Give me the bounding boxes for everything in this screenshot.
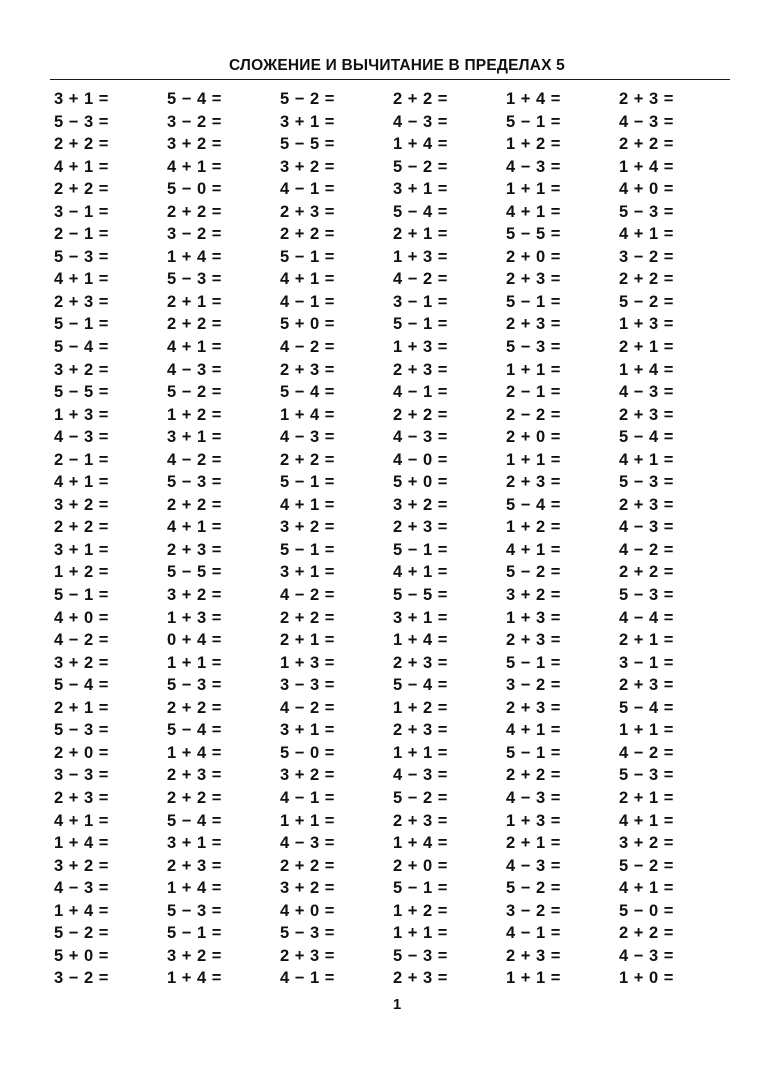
- arithmetic-problem: 3 + 1 =: [280, 112, 335, 131]
- arithmetic-problem: 5 − 2 =: [167, 383, 222, 402]
- arithmetic-problem: 2 + 1 =: [506, 834, 561, 853]
- arithmetic-problem: 5 − 2 =: [506, 879, 561, 898]
- arithmetic-problem: 3 + 2 =: [167, 946, 222, 965]
- arithmetic-problem: 1 + 4 =: [393, 135, 448, 154]
- arithmetic-problem: 3 + 1 =: [167, 834, 222, 853]
- arithmetic-problem: 5 − 1 =: [506, 653, 561, 672]
- arithmetic-problem: 4 − 1 =: [280, 788, 335, 807]
- arithmetic-problem: 2 + 2 =: [280, 856, 335, 875]
- arithmetic-problem: 4 − 3 =: [54, 428, 109, 447]
- arithmetic-problem: 2 − 2 =: [506, 405, 561, 424]
- arithmetic-problem: 1 + 3 =: [393, 247, 448, 266]
- arithmetic-problem: 2 + 2 =: [280, 450, 335, 469]
- arithmetic-problem: 4 − 3 =: [280, 428, 335, 447]
- arithmetic-problem: 5 − 3 =: [619, 473, 674, 492]
- arithmetic-problem: 5 − 1 =: [393, 879, 448, 898]
- arithmetic-problem: 5 − 4 =: [167, 90, 222, 108]
- arithmetic-problem: 5 − 0 =: [167, 180, 222, 199]
- arithmetic-problem: 1 + 1 =: [393, 924, 448, 943]
- arithmetic-problem: 4 − 3 =: [619, 383, 674, 402]
- arithmetic-problem: 3 + 2 =: [54, 653, 109, 672]
- problem-grid: [54, 88, 714, 990]
- arithmetic-problem: 4 + 1 =: [619, 450, 674, 469]
- arithmetic-problem: 2 + 3 =: [393, 969, 448, 988]
- arithmetic-problem: 2 + 3 =: [167, 856, 222, 875]
- arithmetic-problem: 1 + 3 =: [393, 338, 448, 357]
- arithmetic-problem: 5 − 4 =: [393, 202, 448, 221]
- arithmetic-problem: 4 + 1 =: [280, 495, 335, 514]
- arithmetic-problem: 5 − 4 =: [619, 428, 674, 447]
- arithmetic-problem: 4 + 1 =: [619, 811, 674, 830]
- arithmetic-problem: 4 − 3 =: [393, 428, 448, 447]
- arithmetic-problem: 2 + 2 =: [280, 608, 335, 627]
- arithmetic-problem: 2 + 2 =: [167, 495, 222, 514]
- arithmetic-problem: 3 + 2 =: [54, 856, 109, 875]
- arithmetic-problem: 5 − 4 =: [167, 811, 222, 830]
- arithmetic-problem: 3 + 1 =: [280, 563, 335, 582]
- arithmetic-problem: 4 − 3 =: [506, 856, 561, 875]
- arithmetic-problem: 4 + 1 =: [167, 338, 222, 357]
- arithmetic-problem: 2 + 2 =: [280, 225, 335, 244]
- arithmetic-problem: 4 − 3 =: [506, 157, 561, 176]
- arithmetic-problem: 1 + 3 =: [54, 405, 109, 424]
- arithmetic-problem: 2 + 3 =: [619, 405, 674, 424]
- arithmetic-problem: 4 − 1 =: [393, 383, 448, 402]
- arithmetic-problem: 5 − 4 =: [280, 383, 335, 402]
- arithmetic-problem: 1 + 3 =: [506, 608, 561, 627]
- arithmetic-problem: 3 − 1 =: [393, 292, 448, 311]
- arithmetic-problem: 2 + 2 =: [54, 518, 109, 537]
- arithmetic-problem: 4 + 1 =: [619, 225, 674, 244]
- arithmetic-problem: 4 − 3 =: [506, 788, 561, 807]
- arithmetic-problem: 4 − 4 =: [619, 608, 674, 627]
- arithmetic-problem: 5 − 2 =: [619, 856, 674, 875]
- arithmetic-problem: 5 − 4 =: [54, 676, 109, 695]
- arithmetic-problem: 5 − 0 =: [619, 901, 674, 920]
- arithmetic-problem: 2 + 3 =: [280, 360, 335, 379]
- arithmetic-problem: 5 − 3 =: [619, 586, 674, 605]
- arithmetic-problem: 3 + 2 =: [167, 135, 222, 154]
- arithmetic-problem: 2 + 2 =: [167, 315, 222, 334]
- arithmetic-problem: 2 + 3 =: [506, 631, 561, 650]
- arithmetic-problem: 2 + 3 =: [506, 946, 561, 965]
- page-number: 1: [392, 996, 402, 1013]
- arithmetic-problem: 4 + 1 =: [506, 721, 561, 740]
- arithmetic-problem: 2 − 1 =: [54, 450, 109, 469]
- arithmetic-problem: 2 + 3 =: [167, 766, 222, 785]
- arithmetic-problem: 2 − 1 =: [506, 383, 561, 402]
- arithmetic-problem: 2 + 3 =: [393, 721, 448, 740]
- arithmetic-problem: 1 + 3 =: [167, 608, 222, 627]
- arithmetic-problem: 5 − 0 =: [280, 743, 335, 762]
- arithmetic-problem: 4 − 2 =: [619, 540, 674, 559]
- arithmetic-problem: 2 + 3 =: [280, 946, 335, 965]
- arithmetic-problem: 2 + 2 =: [619, 924, 674, 943]
- arithmetic-problem: 5 − 5 =: [280, 135, 335, 154]
- arithmetic-problem: 5 − 4 =: [619, 698, 674, 717]
- arithmetic-problem: 5 − 2 =: [619, 292, 674, 311]
- arithmetic-problem: 5 − 1 =: [167, 924, 222, 943]
- arithmetic-problem: 2 + 1 =: [167, 292, 222, 311]
- arithmetic-problem: 0 + 4 =: [167, 631, 222, 650]
- arithmetic-problem: 1 + 4 =: [506, 90, 561, 108]
- arithmetic-problem: 2 − 1 =: [54, 225, 109, 244]
- arithmetic-problem: 4 + 1 =: [506, 540, 561, 559]
- arithmetic-problem: 2 + 2 =: [393, 90, 448, 108]
- arithmetic-problem: 4 + 1 =: [167, 518, 222, 537]
- arithmetic-problem: 3 + 2 =: [167, 586, 222, 605]
- arithmetic-problem: 3 + 2 =: [280, 157, 335, 176]
- arithmetic-problem: 5 − 1 =: [393, 315, 448, 334]
- arithmetic-problem: 3 + 1 =: [393, 608, 448, 627]
- arithmetic-problem: 5 − 3 =: [619, 766, 674, 785]
- arithmetic-problem: 3 + 2 =: [506, 586, 561, 605]
- arithmetic-problem: 5 − 3 =: [506, 338, 561, 357]
- arithmetic-problem: 1 + 1 =: [506, 450, 561, 469]
- arithmetic-problem: 2 + 2 =: [167, 788, 222, 807]
- arithmetic-problem: 4 − 2 =: [619, 743, 674, 762]
- arithmetic-problem: 2 + 2 =: [619, 270, 674, 289]
- arithmetic-problem: 3 + 1 =: [54, 540, 109, 559]
- arithmetic-problem: 4 − 2 =: [280, 338, 335, 357]
- arithmetic-problem: 3 + 2 =: [54, 495, 109, 514]
- arithmetic-problem: 5 − 2 =: [393, 788, 448, 807]
- arithmetic-problem: 1 + 4 =: [167, 969, 222, 988]
- arithmetic-problem: 4 + 1 =: [280, 270, 335, 289]
- page-title: СЛОЖЕНИЕ И ВЫЧИТАНИЕ В ПРЕДЕЛАХ 5: [228, 57, 565, 74]
- arithmetic-problem: 2 + 1 =: [619, 788, 674, 807]
- arithmetic-problem: 3 − 1 =: [619, 653, 674, 672]
- arithmetic-problem: 1 + 2 =: [506, 135, 561, 154]
- arithmetic-problem: 1 + 4 =: [619, 360, 674, 379]
- arithmetic-problem: 3 − 2 =: [506, 901, 561, 920]
- arithmetic-problem: 2 + 2 =: [54, 135, 109, 154]
- arithmetic-problem: 4 − 3 =: [54, 879, 109, 898]
- arithmetic-problem: 4 + 0 =: [619, 180, 674, 199]
- arithmetic-problem: 2 + 3 =: [393, 811, 448, 830]
- arithmetic-problem: 4 + 0 =: [54, 608, 109, 627]
- arithmetic-problem: 4 − 3 =: [619, 946, 674, 965]
- arithmetic-problem: 5 − 2 =: [393, 157, 448, 176]
- arithmetic-problem: 5 + 0 =: [280, 315, 335, 334]
- arithmetic-problem: 2 + 1 =: [54, 698, 109, 717]
- arithmetic-problem: 1 + 0 =: [619, 969, 674, 988]
- arithmetic-problem: 2 + 1 =: [280, 631, 335, 650]
- title-underline: [50, 79, 730, 80]
- arithmetic-problem: 2 + 3 =: [393, 360, 448, 379]
- arithmetic-problem: 5 − 2 =: [506, 563, 561, 582]
- arithmetic-problem: 1 + 2 =: [506, 518, 561, 537]
- arithmetic-problem: 3 + 2 =: [393, 495, 448, 514]
- arithmetic-problem: 1 + 2 =: [54, 563, 109, 582]
- arithmetic-problem: 3 − 2 =: [167, 112, 222, 131]
- arithmetic-problem: 4 − 3 =: [619, 518, 674, 537]
- arithmetic-problem: 1 + 2 =: [167, 405, 222, 424]
- arithmetic-problem: 2 + 3 =: [506, 473, 561, 492]
- arithmetic-problem: 5 − 3 =: [167, 473, 222, 492]
- arithmetic-problem: 1 + 4 =: [619, 157, 674, 176]
- arithmetic-problem: 1 + 3 =: [280, 653, 335, 672]
- arithmetic-problem: 1 + 3 =: [619, 315, 674, 334]
- arithmetic-problem: 5 − 1 =: [393, 540, 448, 559]
- arithmetic-problem: 1 + 4 =: [167, 879, 222, 898]
- arithmetic-problem: 2 + 3 =: [393, 653, 448, 672]
- arithmetic-problem: 5 + 0 =: [393, 473, 448, 492]
- arithmetic-problem: 4 − 3 =: [280, 834, 335, 853]
- arithmetic-problem: 1 + 4 =: [393, 834, 448, 853]
- arithmetic-problem: 4 − 3 =: [619, 112, 674, 131]
- arithmetic-problem: 4 + 1 =: [54, 157, 109, 176]
- arithmetic-problem: 2 + 2 =: [506, 766, 561, 785]
- arithmetic-problem: 2 + 3 =: [619, 495, 674, 514]
- arithmetic-problem: 1 + 1 =: [619, 721, 674, 740]
- arithmetic-problem: 4 + 1 =: [506, 202, 561, 221]
- arithmetic-problem: 3 + 2 =: [280, 766, 335, 785]
- arithmetic-problem: 3 − 2 =: [167, 225, 222, 244]
- arithmetic-problem: 2 + 3 =: [619, 90, 674, 108]
- arithmetic-problem: 5 − 3 =: [619, 202, 674, 221]
- arithmetic-problem: 5 − 1 =: [280, 473, 335, 492]
- arithmetic-problem: 5 − 3 =: [167, 901, 222, 920]
- arithmetic-problem: 3 + 2 =: [54, 360, 109, 379]
- arithmetic-problem: 1 + 4 =: [54, 834, 109, 853]
- arithmetic-problem: 5 − 5 =: [393, 586, 448, 605]
- arithmetic-problem: 5 + 0 =: [54, 946, 109, 965]
- arithmetic-problem: 4 + 1 =: [167, 157, 222, 176]
- arithmetic-problem: 5 − 3 =: [280, 924, 335, 943]
- arithmetic-problem: 1 + 4 =: [167, 247, 222, 266]
- arithmetic-problem: 1 + 4 =: [54, 901, 109, 920]
- arithmetic-problem: 2 + 3 =: [506, 698, 561, 717]
- arithmetic-problem: 2 + 1 =: [619, 338, 674, 357]
- arithmetic-problem: 4 − 3 =: [393, 766, 448, 785]
- arithmetic-problem: 3 + 1 =: [280, 721, 335, 740]
- arithmetic-problem: 5 − 1 =: [54, 315, 109, 334]
- arithmetic-problem: 4 + 1 =: [54, 811, 109, 830]
- arithmetic-problem: 4 − 2 =: [167, 450, 222, 469]
- arithmetic-problem: 2 + 2 =: [619, 563, 674, 582]
- arithmetic-problem: 5 − 5 =: [54, 383, 109, 402]
- arithmetic-problem: 5 − 3 =: [167, 270, 222, 289]
- arithmetic-problem: 1 + 1 =: [506, 180, 561, 199]
- arithmetic-problem: 5 − 4 =: [506, 495, 561, 514]
- arithmetic-problem: 5 − 4 =: [54, 338, 109, 357]
- arithmetic-problem: 5 − 3 =: [54, 112, 109, 131]
- arithmetic-problem: 3 − 3 =: [54, 766, 109, 785]
- arithmetic-problem: 4 + 1 =: [619, 879, 674, 898]
- arithmetic-problem: 5 − 1 =: [280, 247, 335, 266]
- arithmetic-problem: 4 − 0 =: [393, 450, 448, 469]
- arithmetic-problem: 5 − 3 =: [167, 676, 222, 695]
- arithmetic-problem: 4 + 1 =: [54, 270, 109, 289]
- arithmetic-problem: 2 + 3 =: [506, 270, 561, 289]
- arithmetic-problem: 2 + 3 =: [167, 540, 222, 559]
- arithmetic-problem: 4 − 2 =: [280, 586, 335, 605]
- arithmetic-problem: 5 − 4 =: [393, 676, 448, 695]
- arithmetic-problem: 2 + 3 =: [280, 202, 335, 221]
- arithmetic-problem: 1 + 1 =: [167, 653, 222, 672]
- arithmetic-problem: 1 + 1 =: [506, 969, 561, 988]
- arithmetic-problem: 3 + 2 =: [280, 879, 335, 898]
- arithmetic-problem: 5 − 5 =: [506, 225, 561, 244]
- arithmetic-problem: 1 + 2 =: [393, 901, 448, 920]
- arithmetic-problem: 1 + 4 =: [280, 405, 335, 424]
- arithmetic-problem: 1 + 2 =: [393, 698, 448, 717]
- arithmetic-problem: 5 − 2 =: [280, 90, 335, 108]
- arithmetic-problem: 5 − 3 =: [393, 946, 448, 965]
- arithmetic-problem: 5 − 2 =: [54, 924, 109, 943]
- arithmetic-problem: 2 + 2 =: [54, 180, 109, 199]
- arithmetic-problem: 1 + 3 =: [506, 811, 561, 830]
- arithmetic-problem: 1 + 1 =: [506, 360, 561, 379]
- arithmetic-problem: 5 − 4 =: [167, 721, 222, 740]
- arithmetic-problem: 2 + 1 =: [619, 631, 674, 650]
- arithmetic-problem: 3 − 3 =: [280, 676, 335, 695]
- arithmetic-problem: 4 − 1 =: [280, 180, 335, 199]
- arithmetic-problem: 4 − 1 =: [280, 969, 335, 988]
- arithmetic-problem: 2 + 3 =: [506, 315, 561, 334]
- arithmetic-problem: 5 − 5 =: [167, 563, 222, 582]
- arithmetic-problem: 5 − 1 =: [506, 292, 561, 311]
- arithmetic-problem: 3 − 2 =: [506, 676, 561, 695]
- arithmetic-problem: 3 − 2 =: [54, 969, 109, 988]
- arithmetic-problem: 2 + 2 =: [167, 698, 222, 717]
- arithmetic-problem: 4 + 1 =: [393, 563, 448, 582]
- arithmetic-problem: 2 + 0 =: [54, 743, 109, 762]
- arithmetic-problem: 2 + 3 =: [54, 292, 109, 311]
- arithmetic-problem: 2 + 3 =: [393, 518, 448, 537]
- arithmetic-problem: 4 − 2 =: [54, 631, 109, 650]
- arithmetic-problem: 5 − 3 =: [54, 721, 109, 740]
- arithmetic-problem: 5 − 3 =: [54, 247, 109, 266]
- arithmetic-problem: 3 + 1 =: [54, 90, 109, 108]
- arithmetic-problem: 2 + 0 =: [506, 247, 561, 266]
- arithmetic-problem: 2 + 2 =: [393, 405, 448, 424]
- arithmetic-problem: 4 + 0 =: [280, 901, 335, 920]
- arithmetic-problem: 3 + 2 =: [619, 834, 674, 853]
- arithmetic-problem: 4 − 1 =: [506, 924, 561, 943]
- arithmetic-problem: 2 + 3 =: [619, 676, 674, 695]
- arithmetic-problem: 3 + 2 =: [280, 518, 335, 537]
- arithmetic-problem: 2 + 2 =: [167, 202, 222, 221]
- arithmetic-problem: 2 + 3 =: [54, 788, 109, 807]
- arithmetic-problem: 1 + 1 =: [393, 743, 448, 762]
- arithmetic-problem: 2 + 0 =: [393, 856, 448, 875]
- arithmetic-problem: 4 − 3 =: [167, 360, 222, 379]
- arithmetic-problem: 3 + 1 =: [393, 180, 448, 199]
- arithmetic-problem: 2 + 0 =: [506, 428, 561, 447]
- arithmetic-problem: 2 + 2 =: [619, 135, 674, 154]
- arithmetic-problem: 5 − 1 =: [506, 112, 561, 131]
- arithmetic-problem: 3 + 1 =: [167, 428, 222, 447]
- arithmetic-problem: 5 − 1 =: [54, 586, 109, 605]
- arithmetic-problem: 1 + 4 =: [393, 631, 448, 650]
- arithmetic-problem: 3 − 1 =: [54, 202, 109, 221]
- arithmetic-problem: 4 − 1 =: [280, 292, 335, 311]
- arithmetic-problem: 2 + 1 =: [393, 225, 448, 244]
- arithmetic-problem: 4 − 2 =: [280, 698, 335, 717]
- arithmetic-problem: 4 − 3 =: [393, 112, 448, 131]
- arithmetic-problem: 4 − 2 =: [393, 270, 448, 289]
- arithmetic-problem: 1 + 4 =: [167, 743, 222, 762]
- arithmetic-problem: 4 + 1 =: [54, 473, 109, 492]
- arithmetic-problem: 1 + 1 =: [280, 811, 335, 830]
- arithmetic-problem: 3 − 2 =: [619, 247, 674, 266]
- arithmetic-problem: 5 − 1 =: [280, 540, 335, 559]
- arithmetic-problem: 5 − 1 =: [506, 743, 561, 762]
